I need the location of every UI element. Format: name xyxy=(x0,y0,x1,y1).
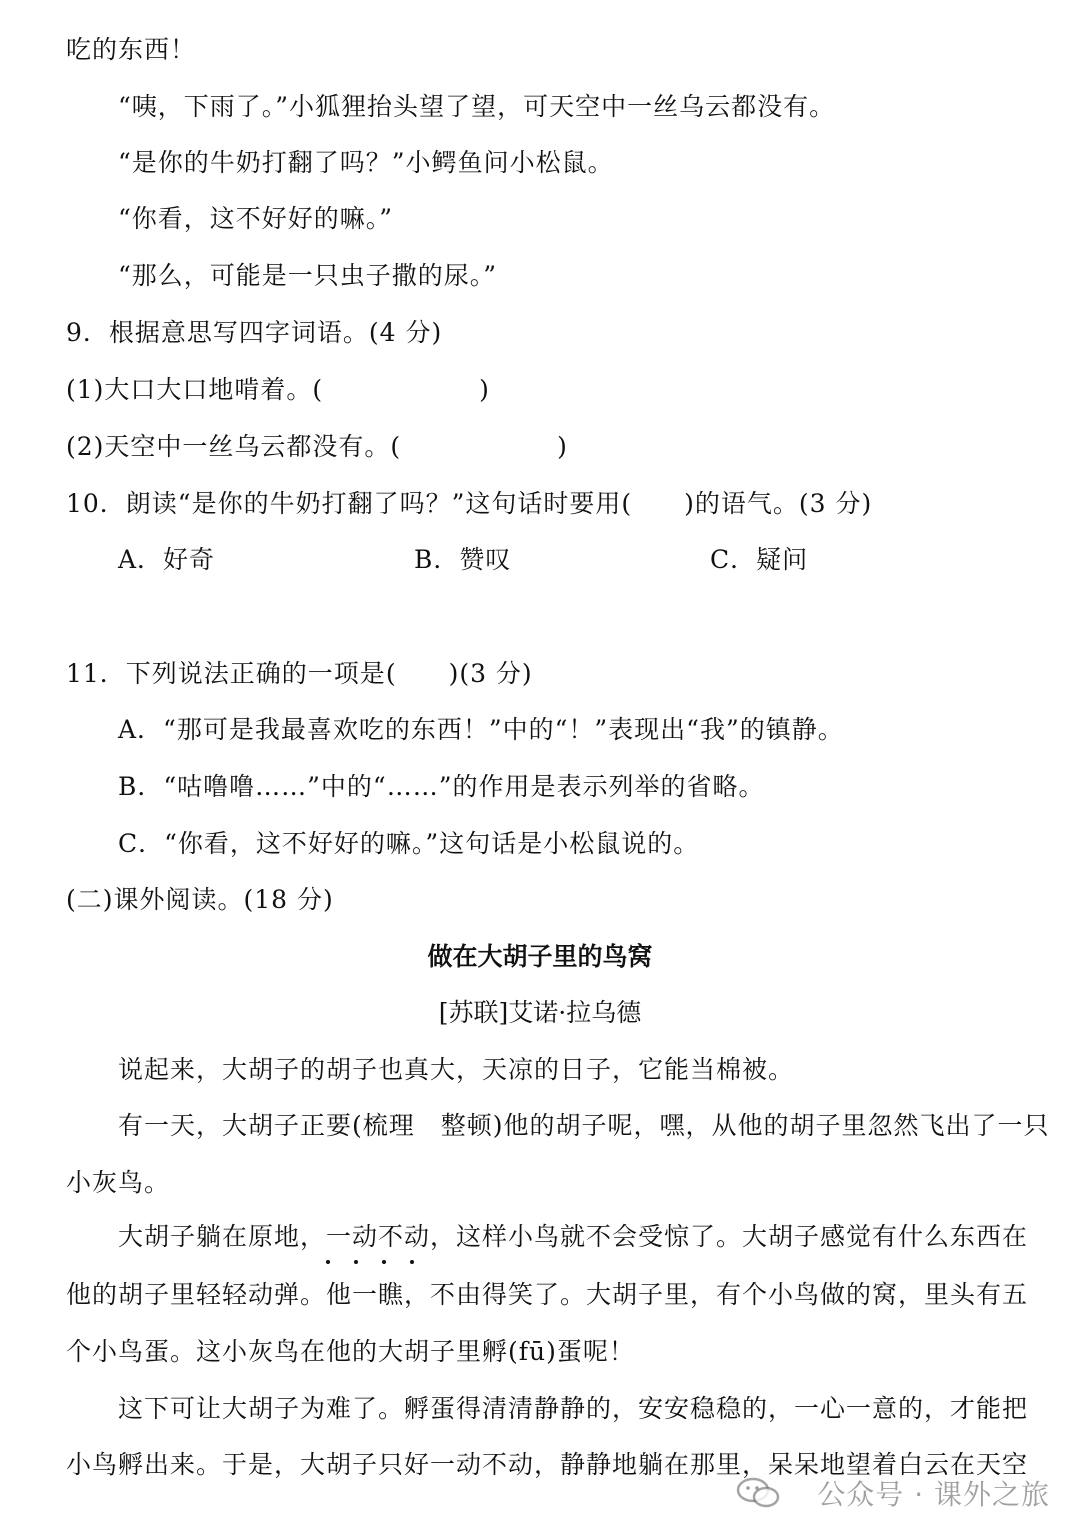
passage-line-5: “那么，可能是一只虫子撒的尿。” xyxy=(118,261,498,290)
reading-author: [苏联]艾诺·拉乌德 xyxy=(438,998,642,1027)
reading-paragraph-2-line-1: 有一天，大胡子正要(梳理 整顿)他的胡子呢，嘿，从他的胡子里忽然飞出了一只 xyxy=(118,1111,1050,1140)
passage-line-1: 吃的东西！ xyxy=(66,35,197,64)
question-11-option-c: C．“你看，这不好好的嘛。”这句话是小松鼠说的。 xyxy=(118,829,700,858)
reading-paragraph-3-line-1: 大胡子躺在原地，一动不动，这样小鸟就不会受惊了。大胡子感觉有什么东西在 xyxy=(118,1222,1029,1251)
passage-line-2: “咦，下雨了。”小狐狸抬头望了望，可天空中一丝乌云都没有。 xyxy=(118,92,836,121)
watermark: 公众号 · 课外之旅 xyxy=(817,1478,1050,1511)
reading-paragraph-3-line-3: 个小鸟蛋。这小灰鸟在他的大胡子里孵(fū)蛋呢！ xyxy=(66,1337,635,1366)
question-10-option-a: A．好奇 xyxy=(118,545,216,574)
reading-title: 做在大胡子里的鸟窝 xyxy=(427,942,653,971)
question-11-option-a: A．“那可是我最喜欢吃的东西！”中的“！”表现出“我”的镇静。 xyxy=(118,715,844,744)
question-10-option-c: C．疑问 xyxy=(710,545,809,574)
question-11-option-b: B．“咕噜噜……”中的“……”的作用是表示列举的省略。 xyxy=(118,772,765,801)
passage-line-3: “是你的牛奶打翻了吗？”小鳄鱼问小松鼠。 xyxy=(118,148,614,177)
reading-paragraph-4-line-2: 小鸟孵出来。于是，大胡子只好一动不动，静静地躺在那里，呆呆地望着白云在天空 xyxy=(66,1450,1029,1479)
emphasis-dots xyxy=(318,1260,438,1266)
question-9-item-1: (1)大口大口地啃着。( ) xyxy=(66,375,490,404)
question-10-option-b: B．赞叹 xyxy=(414,545,512,574)
question-9-item-2: (2)天空中一丝乌云都没有。( ) xyxy=(66,432,568,461)
reading-paragraph-2-line-2: 小灰鸟。 xyxy=(66,1168,171,1197)
reading-paragraph-4-line-1: 这下可让大胡子为难了。孵蛋得清清静静的，安安稳稳的，一心一意的，才能把 xyxy=(118,1394,1029,1423)
question-10-stem: 10．朗读“是你的牛奶打翻了吗？”这句话时要用( )的语气。(3 分) xyxy=(66,489,873,518)
reading-paragraph-3-line-2: 他的胡子里轻轻动弹。他一瞧，不由得笑了。大胡子里，有个小鸟做的窝，里头有五 xyxy=(66,1280,1029,1309)
question-11-stem: 11．下列说法正确的一项是( )(3 分) xyxy=(66,659,533,688)
reading-paragraph-1: 说起来，大胡子的胡子也真大，天凉的日子，它能当棉被。 xyxy=(118,1055,795,1084)
wechat-logo-icon xyxy=(736,1477,780,1509)
passage-line-4: “你看，这不好好的嘛。” xyxy=(118,204,394,233)
question-9-stem: 9．根据意思写四字词语。(4 分) xyxy=(66,318,443,347)
section-heading: (二)课外阅读。(18 分) xyxy=(66,885,334,914)
